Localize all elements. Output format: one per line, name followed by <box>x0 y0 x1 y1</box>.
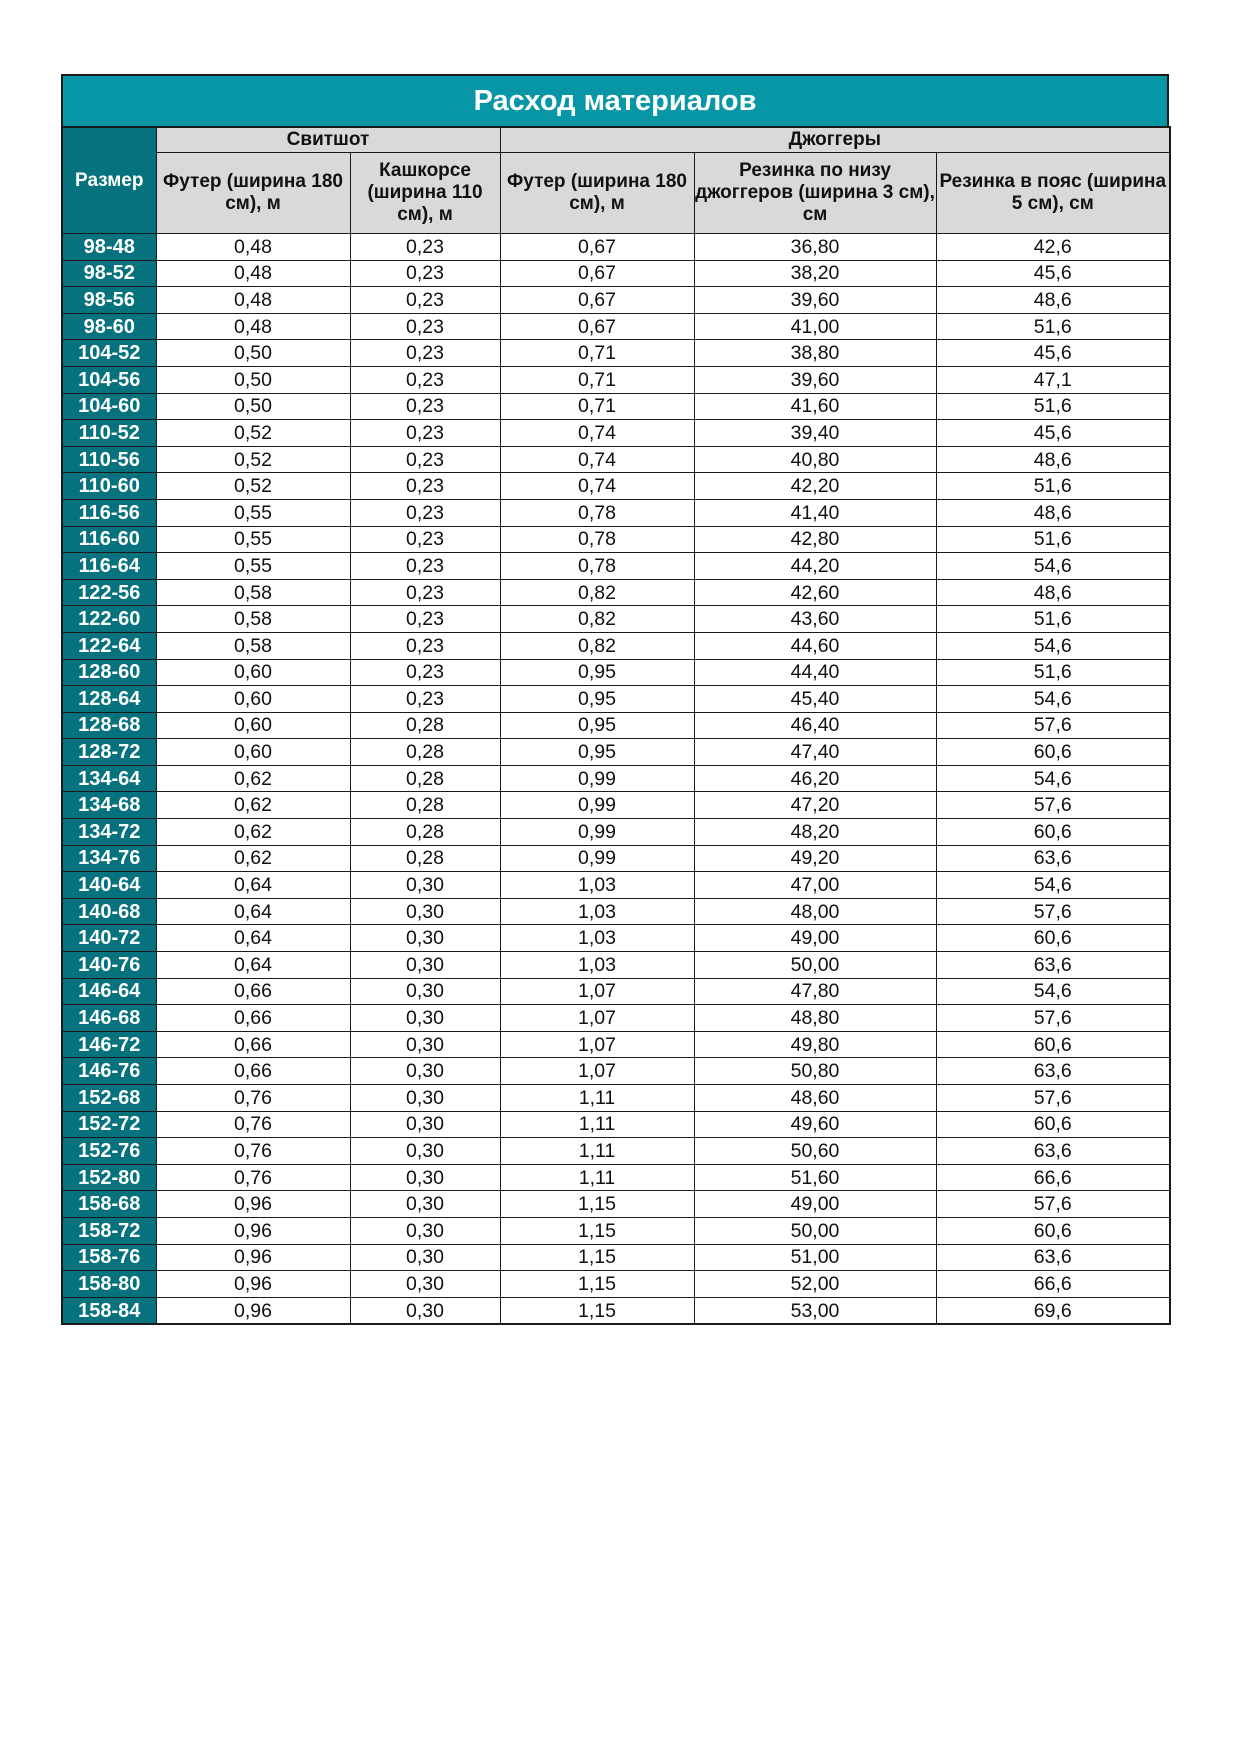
elastic-waist-cell: 63,6 <box>936 1138 1170 1165</box>
futer-joggers-cell: 0,71 <box>500 393 694 420</box>
futer-sweatshirt-cell: 0,58 <box>156 632 350 659</box>
kashkorse-cell: 0,23 <box>350 499 500 526</box>
elastic-waist-cell: 54,6 <box>936 632 1170 659</box>
table-row <box>62 393 1170 420</box>
table-row <box>62 340 1170 367</box>
elastic-waist-cell: 57,6 <box>936 1085 1170 1112</box>
futer-joggers-cell: 0,95 <box>500 739 694 766</box>
elastic-bottom-cell: 48,20 <box>694 819 936 846</box>
size-cell: 158-80 <box>62 1271 156 1298</box>
futer-sweatshirt-cell: 0,48 <box>156 234 350 261</box>
futer-sweatshirt-cell: 0,55 <box>156 553 350 580</box>
elastic-waist-cell: 66,6 <box>936 1271 1170 1298</box>
kashkorse-cell: 0,23 <box>350 260 500 287</box>
table-row <box>62 473 1170 500</box>
size-cell: 134-72 <box>62 819 156 846</box>
group-header-joggers: Джоггеры <box>500 127 1170 153</box>
table-row <box>62 925 1170 952</box>
table-row <box>62 526 1170 553</box>
futer-sweatshirt-cell: 0,76 <box>156 1111 350 1138</box>
elastic-bottom-cell: 50,00 <box>694 952 936 979</box>
elastic-waist-cell: 54,6 <box>936 686 1170 713</box>
futer-joggers-cell: 0,71 <box>500 340 694 367</box>
table-row <box>62 1164 1170 1191</box>
table-row <box>62 313 1170 340</box>
futer-joggers-cell: 0,67 <box>500 234 694 261</box>
elastic-waist-cell: 42,6 <box>936 234 1170 261</box>
kashkorse-cell: 0,30 <box>350 925 500 952</box>
futer-sweatshirt-cell: 0,66 <box>156 1005 350 1032</box>
futer-sweatshirt-cell: 0,55 <box>156 526 350 553</box>
futer-sweatshirt-cell: 0,62 <box>156 845 350 872</box>
elastic-bottom-cell: 44,60 <box>694 632 936 659</box>
table-row <box>62 1271 1170 1298</box>
kashkorse-cell: 0,30 <box>350 1191 500 1218</box>
elastic-bottom-cell: 51,00 <box>694 1244 936 1271</box>
elastic-bottom-cell: 38,80 <box>694 340 936 367</box>
size-cell: 104-52 <box>62 340 156 367</box>
futer-joggers-cell: 0,99 <box>500 765 694 792</box>
kashkorse-cell: 0,23 <box>350 553 500 580</box>
futer-joggers-cell: 0,78 <box>500 553 694 580</box>
size-cell: 152-68 <box>62 1085 156 1112</box>
futer-sweatshirt-cell: 0,52 <box>156 420 350 447</box>
elastic-waist-cell: 51,6 <box>936 313 1170 340</box>
elastic-bottom-cell: 41,60 <box>694 393 936 420</box>
elastic-waist-cell: 63,6 <box>936 1058 1170 1085</box>
futer-sweatshirt-cell: 0,64 <box>156 898 350 925</box>
table-row <box>62 686 1170 713</box>
size-cell: 128-72 <box>62 739 156 766</box>
elastic-waist-cell: 60,6 <box>936 1111 1170 1138</box>
size-cell: 98-56 <box>62 287 156 314</box>
futer-joggers-cell: 0,82 <box>500 579 694 606</box>
elastic-bottom-cell: 49,60 <box>694 1111 936 1138</box>
futer-joggers-cell: 0,67 <box>500 313 694 340</box>
elastic-waist-cell: 51,6 <box>936 473 1170 500</box>
elastic-bottom-cell: 51,60 <box>694 1164 936 1191</box>
size-header: Размер <box>62 127 156 234</box>
kashkorse-cell: 0,23 <box>350 287 500 314</box>
elastic-bottom-cell: 48,00 <box>694 898 936 925</box>
futer-joggers-cell: 1,07 <box>500 1005 694 1032</box>
futer-joggers-cell: 1,07 <box>500 978 694 1005</box>
elastic-waist-cell: 48,6 <box>936 579 1170 606</box>
elastic-bottom-cell: 49,80 <box>694 1031 936 1058</box>
futer-sweatshirt-cell: 0,76 <box>156 1085 350 1112</box>
futer-sweatshirt-cell: 0,60 <box>156 712 350 739</box>
materials-sheet <box>61 74 1169 1325</box>
futer-sweatshirt-cell: 0,62 <box>156 792 350 819</box>
elastic-bottom-cell: 44,20 <box>694 553 936 580</box>
elastic-waist-cell: 63,6 <box>936 845 1170 872</box>
elastic-waist-cell: 57,6 <box>936 712 1170 739</box>
elastic-bottom-cell: 46,20 <box>694 765 936 792</box>
size-cell: 110-52 <box>62 420 156 447</box>
table-row <box>62 234 1170 261</box>
futer-sweatshirt-cell: 0,60 <box>156 686 350 713</box>
kashkorse-cell: 0,23 <box>350 446 500 473</box>
elastic-bottom-cell: 47,80 <box>694 978 936 1005</box>
table-row <box>62 606 1170 633</box>
size-cell: 98-60 <box>62 313 156 340</box>
elastic-waist-cell: 60,6 <box>936 1217 1170 1244</box>
size-cell: 140-72 <box>62 925 156 952</box>
col-header-elastic-bottom: Резинка по низу джоггеров (ширина 3 см), см <box>694 153 936 234</box>
elastic-waist-cell: 54,6 <box>936 872 1170 899</box>
futer-sweatshirt-cell: 0,64 <box>156 872 350 899</box>
futer-joggers-cell: 0,99 <box>500 819 694 846</box>
size-cell: 122-60 <box>62 606 156 633</box>
elastic-waist-cell: 60,6 <box>936 925 1170 952</box>
size-cell: 116-64 <box>62 553 156 580</box>
futer-joggers-cell: 1,11 <box>500 1111 694 1138</box>
futer-sweatshirt-cell: 0,48 <box>156 260 350 287</box>
futer-joggers-cell: 0,74 <box>500 420 694 447</box>
size-cell: 122-64 <box>62 632 156 659</box>
kashkorse-cell: 0,30 <box>350 978 500 1005</box>
elastic-waist-cell: 48,6 <box>936 446 1170 473</box>
kashkorse-cell: 0,28 <box>350 819 500 846</box>
kashkorse-cell: 0,28 <box>350 792 500 819</box>
futer-sweatshirt-cell: 0,48 <box>156 313 350 340</box>
kashkorse-cell: 0,23 <box>350 659 500 686</box>
futer-sweatshirt-cell: 0,66 <box>156 1031 350 1058</box>
futer-sweatshirt-cell: 0,62 <box>156 765 350 792</box>
elastic-bottom-cell: 47,00 <box>694 872 936 899</box>
elastic-bottom-cell: 50,80 <box>694 1058 936 1085</box>
futer-joggers-cell: 0,74 <box>500 473 694 500</box>
futer-joggers-cell: 1,11 <box>500 1138 694 1165</box>
elastic-waist-cell: 60,6 <box>936 819 1170 846</box>
size-cell: 116-56 <box>62 499 156 526</box>
futer-sweatshirt-cell: 0,50 <box>156 340 350 367</box>
table-row <box>62 260 1170 287</box>
futer-joggers-cell: 0,82 <box>500 632 694 659</box>
elastic-waist-cell: 57,6 <box>936 1191 1170 1218</box>
size-cell: 152-72 <box>62 1111 156 1138</box>
kashkorse-cell: 0,23 <box>350 313 500 340</box>
size-cell: 98-52 <box>62 260 156 287</box>
kashkorse-cell: 0,30 <box>350 1217 500 1244</box>
kashkorse-cell: 0,23 <box>350 420 500 447</box>
elastic-waist-cell: 66,6 <box>936 1164 1170 1191</box>
elastic-waist-cell: 54,6 <box>936 978 1170 1005</box>
kashkorse-cell: 0,23 <box>350 579 500 606</box>
futer-sweatshirt-cell: 0,76 <box>156 1138 350 1165</box>
futer-joggers-cell: 0,95 <box>500 686 694 713</box>
size-cell: 134-68 <box>62 792 156 819</box>
kashkorse-cell: 0,28 <box>350 739 500 766</box>
elastic-waist-cell: 51,6 <box>936 659 1170 686</box>
futer-sweatshirt-cell: 0,60 <box>156 659 350 686</box>
table-row <box>62 1191 1170 1218</box>
size-cell: 152-80 <box>62 1164 156 1191</box>
kashkorse-cell: 0,30 <box>350 872 500 899</box>
size-cell: 146-76 <box>62 1058 156 1085</box>
elastic-bottom-cell: 48,60 <box>694 1085 936 1112</box>
kashkorse-cell: 0,30 <box>350 1058 500 1085</box>
elastic-bottom-cell: 44,40 <box>694 659 936 686</box>
group-header-sweatshirt: Свитшот <box>156 127 500 153</box>
futer-sweatshirt-cell: 0,96 <box>156 1297 350 1324</box>
elastic-waist-cell: 54,6 <box>936 553 1170 580</box>
table-row <box>62 287 1170 314</box>
elastic-waist-cell: 69,6 <box>936 1297 1170 1324</box>
futer-sweatshirt-cell: 0,96 <box>156 1271 350 1298</box>
table-row <box>62 632 1170 659</box>
futer-sweatshirt-cell: 0,62 <box>156 819 350 846</box>
size-cell: 122-56 <box>62 579 156 606</box>
futer-sweatshirt-cell: 0,50 <box>156 366 350 393</box>
kashkorse-cell: 0,30 <box>350 1138 500 1165</box>
futer-sweatshirt-cell: 0,64 <box>156 925 350 952</box>
kashkorse-cell: 0,30 <box>350 1111 500 1138</box>
futer-sweatshirt-cell: 0,58 <box>156 606 350 633</box>
elastic-waist-cell: 57,6 <box>936 1005 1170 1032</box>
size-cell: 110-60 <box>62 473 156 500</box>
table-row <box>62 739 1170 766</box>
table-row <box>62 978 1170 1005</box>
table-row <box>62 499 1170 526</box>
table-row <box>62 1244 1170 1271</box>
futer-joggers-cell: 1,07 <box>500 1058 694 1085</box>
col-header-elastic-waist: Резинка в пояс (ширина 5 см), см <box>936 153 1170 234</box>
kashkorse-cell: 0,23 <box>350 340 500 367</box>
col-header-futer-joggers: Футер (ширина 180 см), м <box>500 153 694 234</box>
elastic-bottom-cell: 53,00 <box>694 1297 936 1324</box>
elastic-waist-cell: 57,6 <box>936 898 1170 925</box>
futer-sweatshirt-cell: 0,96 <box>156 1217 350 1244</box>
elastic-waist-cell: 48,6 <box>936 499 1170 526</box>
futer-joggers-cell: 1,11 <box>500 1085 694 1112</box>
futer-joggers-cell: 0,99 <box>500 845 694 872</box>
futer-joggers-cell: 0,71 <box>500 366 694 393</box>
kashkorse-cell: 0,30 <box>350 1271 500 1298</box>
size-cell: 104-56 <box>62 366 156 393</box>
elastic-waist-cell: 51,6 <box>936 606 1170 633</box>
elastic-bottom-cell: 42,80 <box>694 526 936 553</box>
elastic-waist-cell: 57,6 <box>936 792 1170 819</box>
table-row <box>62 1085 1170 1112</box>
futer-sweatshirt-cell: 0,66 <box>156 1058 350 1085</box>
elastic-waist-cell: 60,6 <box>936 1031 1170 1058</box>
elastic-bottom-cell: 39,60 <box>694 287 936 314</box>
elastic-bottom-cell: 40,80 <box>694 446 936 473</box>
elastic-bottom-cell: 39,40 <box>694 420 936 447</box>
table-row <box>62 1058 1170 1085</box>
elastic-waist-cell: 63,6 <box>936 1244 1170 1271</box>
futer-sweatshirt-cell: 0,52 <box>156 446 350 473</box>
size-cell: 134-64 <box>62 765 156 792</box>
size-cell: 128-68 <box>62 712 156 739</box>
size-cell: 158-84 <box>62 1297 156 1324</box>
elastic-bottom-cell: 47,20 <box>694 792 936 819</box>
futer-joggers-cell: 1,11 <box>500 1164 694 1191</box>
col-header-kashkorse: Кашкорсе (ширина 110 см), м <box>350 153 500 234</box>
kashkorse-cell: 0,23 <box>350 686 500 713</box>
elastic-bottom-cell: 45,40 <box>694 686 936 713</box>
futer-sweatshirt-cell: 0,60 <box>156 739 350 766</box>
futer-sweatshirt-cell: 0,96 <box>156 1244 350 1271</box>
futer-joggers-cell: 0,82 <box>500 606 694 633</box>
size-cell: 134-76 <box>62 845 156 872</box>
table-row <box>62 1111 1170 1138</box>
table-row <box>62 446 1170 473</box>
kashkorse-cell: 0,23 <box>350 234 500 261</box>
kashkorse-cell: 0,30 <box>350 1297 500 1324</box>
futer-joggers-cell: 1,15 <box>500 1217 694 1244</box>
table-row <box>62 845 1170 872</box>
elastic-bottom-cell: 36,80 <box>694 234 936 261</box>
elastic-bottom-cell: 43,60 <box>694 606 936 633</box>
elastic-waist-cell: 45,6 <box>936 420 1170 447</box>
table-row <box>62 952 1170 979</box>
kashkorse-cell: 0,28 <box>350 845 500 872</box>
table-title: Расход материалов <box>61 74 1169 126</box>
size-cell: 128-64 <box>62 686 156 713</box>
futer-joggers-cell: 1,15 <box>500 1271 694 1298</box>
size-cell: 146-64 <box>62 978 156 1005</box>
elastic-bottom-cell: 38,20 <box>694 260 936 287</box>
elastic-bottom-cell: 50,60 <box>694 1138 936 1165</box>
futer-joggers-cell: 0,78 <box>500 526 694 553</box>
table-row <box>62 792 1170 819</box>
elastic-bottom-cell: 42,60 <box>694 579 936 606</box>
table-row <box>62 872 1170 899</box>
size-cell: 152-76 <box>62 1138 156 1165</box>
futer-sweatshirt-cell: 0,52 <box>156 473 350 500</box>
elastic-bottom-cell: 47,40 <box>694 739 936 766</box>
size-cell: 116-60 <box>62 526 156 553</box>
elastic-bottom-cell: 49,00 <box>694 925 936 952</box>
size-cell: 146-72 <box>62 1031 156 1058</box>
futer-joggers-cell: 0,99 <box>500 792 694 819</box>
futer-joggers-cell: 0,78 <box>500 499 694 526</box>
table-row <box>62 712 1170 739</box>
futer-joggers-cell: 1,03 <box>500 872 694 899</box>
kashkorse-cell: 0,30 <box>350 1005 500 1032</box>
futer-joggers-cell: 0,74 <box>500 446 694 473</box>
kashkorse-cell: 0,30 <box>350 1164 500 1191</box>
table-row <box>62 659 1170 686</box>
futer-joggers-cell: 1,03 <box>500 898 694 925</box>
size-cell: 140-64 <box>62 872 156 899</box>
elastic-bottom-cell: 41,40 <box>694 499 936 526</box>
elastic-waist-cell: 63,6 <box>936 952 1170 979</box>
futer-joggers-cell: 0,95 <box>500 712 694 739</box>
size-cell: 104-60 <box>62 393 156 420</box>
size-cell: 140-68 <box>62 898 156 925</box>
size-cell: 98-48 <box>62 234 156 261</box>
elastic-bottom-cell: 41,00 <box>694 313 936 340</box>
size-cell: 158-68 <box>62 1191 156 1218</box>
table-row <box>62 1297 1170 1324</box>
futer-sweatshirt-cell: 0,64 <box>156 952 350 979</box>
elastic-bottom-cell: 39,60 <box>694 366 936 393</box>
table-row <box>62 366 1170 393</box>
kashkorse-cell: 0,23 <box>350 366 500 393</box>
futer-sweatshirt-cell: 0,58 <box>156 579 350 606</box>
futer-joggers-cell: 1,03 <box>500 925 694 952</box>
elastic-bottom-cell: 42,20 <box>694 473 936 500</box>
table-row <box>62 1005 1170 1032</box>
futer-joggers-cell: 1,15 <box>500 1297 694 1324</box>
kashkorse-cell: 0,28 <box>350 712 500 739</box>
size-cell: 110-56 <box>62 446 156 473</box>
elastic-waist-cell: 54,6 <box>936 765 1170 792</box>
elastic-waist-cell: 45,6 <box>936 340 1170 367</box>
table-row <box>62 1217 1170 1244</box>
col-header-futer-sweatshirt: Футер (ширина 180 см), м <box>156 153 350 234</box>
table-row <box>62 898 1170 925</box>
size-cell: 128-60 <box>62 659 156 686</box>
materials-table <box>61 126 1171 1325</box>
futer-joggers-cell: 0,67 <box>500 260 694 287</box>
kashkorse-cell: 0,23 <box>350 526 500 553</box>
elastic-bottom-cell: 50,00 <box>694 1217 936 1244</box>
futer-joggers-cell: 0,95 <box>500 659 694 686</box>
kashkorse-cell: 0,23 <box>350 606 500 633</box>
elastic-bottom-cell: 49,00 <box>694 1191 936 1218</box>
kashkorse-cell: 0,30 <box>350 1244 500 1271</box>
futer-joggers-cell: 1,07 <box>500 1031 694 1058</box>
kashkorse-cell: 0,30 <box>350 898 500 925</box>
elastic-waist-cell: 51,6 <box>936 393 1170 420</box>
kashkorse-cell: 0,23 <box>350 632 500 659</box>
kashkorse-cell: 0,23 <box>350 393 500 420</box>
kashkorse-cell: 0,30 <box>350 1031 500 1058</box>
kashkorse-cell: 0,30 <box>350 1085 500 1112</box>
table-row <box>62 1031 1170 1058</box>
futer-sweatshirt-cell: 0,50 <box>156 393 350 420</box>
futer-sweatshirt-cell: 0,55 <box>156 499 350 526</box>
table-row <box>62 765 1170 792</box>
table-body <box>62 234 1170 1325</box>
elastic-bottom-cell: 52,00 <box>694 1271 936 1298</box>
size-cell: 158-72 <box>62 1217 156 1244</box>
futer-joggers-cell: 0,67 <box>500 287 694 314</box>
table-row <box>62 420 1170 447</box>
table-row <box>62 1138 1170 1165</box>
elastic-bottom-cell: 46,40 <box>694 712 936 739</box>
elastic-waist-cell: 47,1 <box>936 366 1170 393</box>
futer-joggers-cell: 1,15 <box>500 1191 694 1218</box>
kashkorse-cell: 0,30 <box>350 952 500 979</box>
elastic-waist-cell: 51,6 <box>936 526 1170 553</box>
futer-sweatshirt-cell: 0,66 <box>156 978 350 1005</box>
kashkorse-cell: 0,23 <box>350 473 500 500</box>
table-row <box>62 819 1170 846</box>
elastic-waist-cell: 48,6 <box>936 287 1170 314</box>
elastic-waist-cell: 45,6 <box>936 260 1170 287</box>
futer-joggers-cell: 1,03 <box>500 952 694 979</box>
elastic-bottom-cell: 48,80 <box>694 1005 936 1032</box>
size-cell: 158-76 <box>62 1244 156 1271</box>
size-cell: 140-76 <box>62 952 156 979</box>
futer-sweatshirt-cell: 0,48 <box>156 287 350 314</box>
futer-sweatshirt-cell: 0,96 <box>156 1191 350 1218</box>
elastic-waist-cell: 60,6 <box>936 739 1170 766</box>
kashkorse-cell: 0,28 <box>350 765 500 792</box>
futer-sweatshirt-cell: 0,76 <box>156 1164 350 1191</box>
futer-joggers-cell: 1,15 <box>500 1244 694 1271</box>
elastic-bottom-cell: 49,20 <box>694 845 936 872</box>
table-row <box>62 579 1170 606</box>
size-cell: 146-68 <box>62 1005 156 1032</box>
table-row <box>62 553 1170 580</box>
